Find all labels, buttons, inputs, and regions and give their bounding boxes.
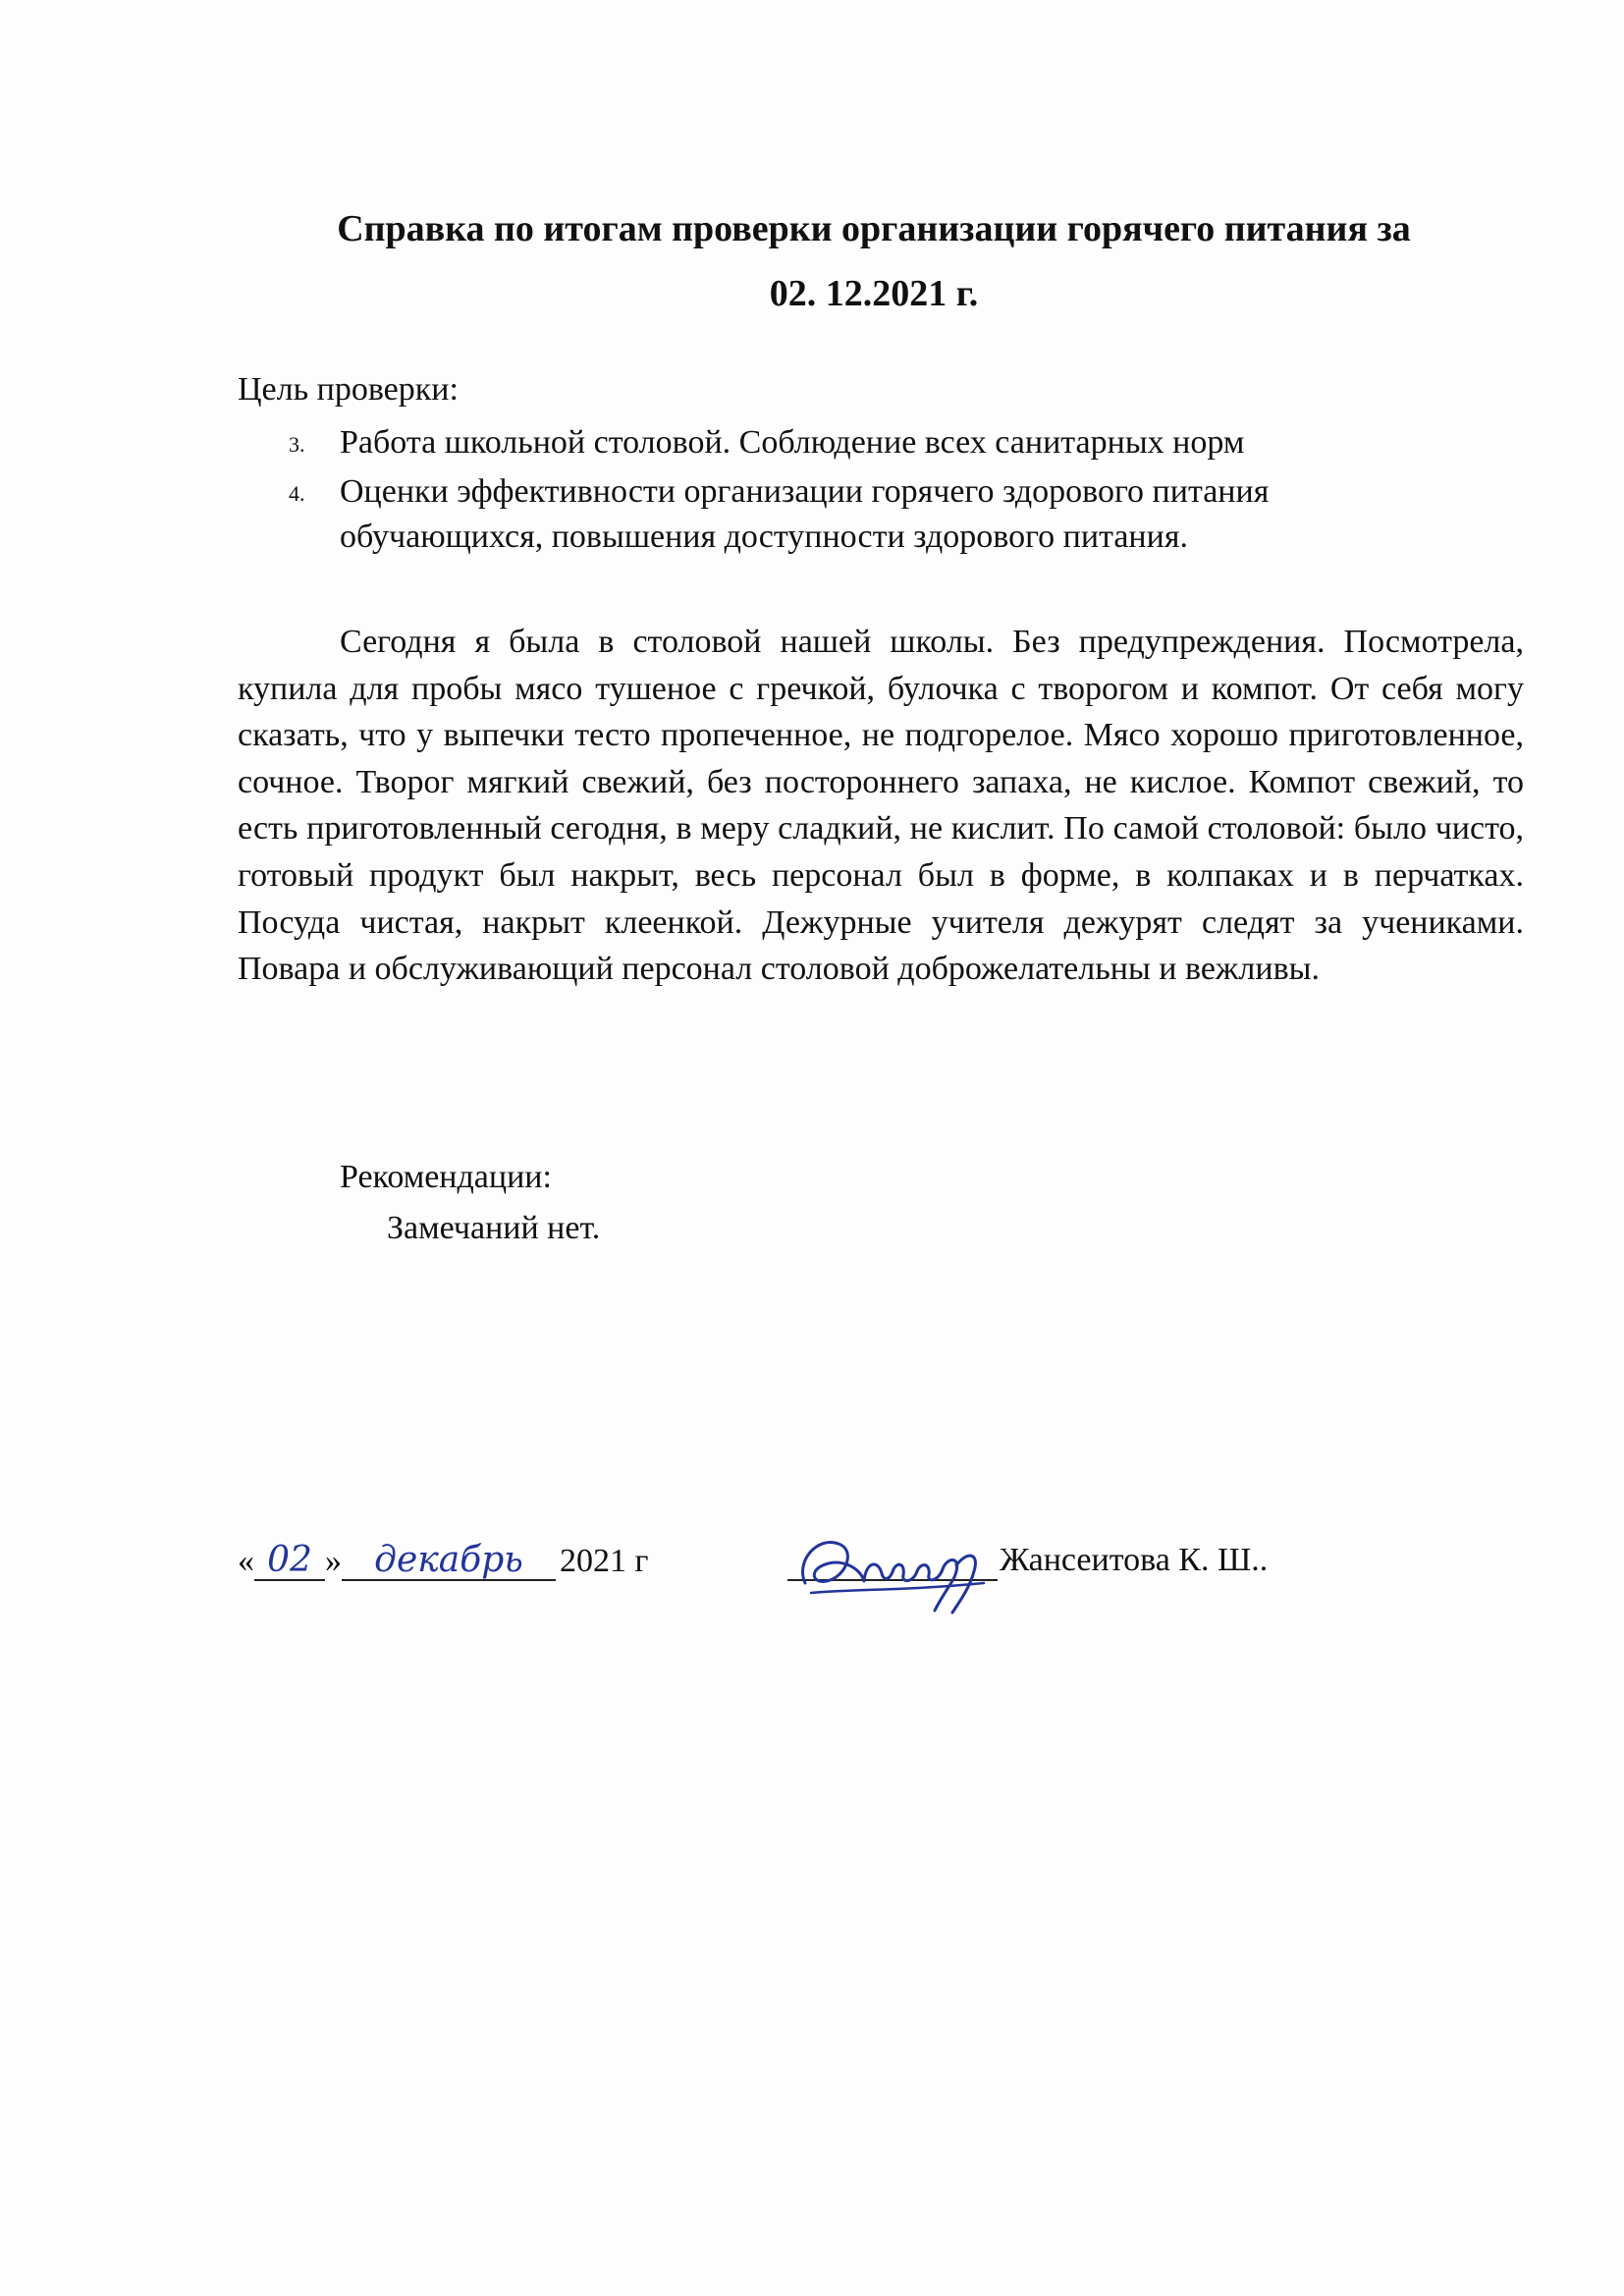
recommendations-label: Рекомендации: — [340, 1159, 552, 1195]
quote-open: « — [238, 1543, 254, 1579]
signer-name: Жансеитова К. Ш.. — [1000, 1542, 1269, 1578]
goal-item — [289, 469, 1447, 560]
goal-label: Цель проверки: — [238, 371, 459, 408]
goal-number: 3. — [289, 432, 305, 457]
signature-block — [787, 1522, 1553, 1640]
date-year: 2021 г — [560, 1543, 649, 1579]
handwritten-month: декабрь — [342, 1542, 556, 1581]
title-line-2: 02. 12.2021 г. — [769, 273, 979, 314]
goal-text: Работа школьной столовой. Соблюдение всех санитарных норм — [340, 424, 1245, 461]
body-paragraph: Сегодня я была в столовой нашей школы. Без предупреждения. Посмотрела, купила для пробы мясо тушеное с гречкой, булочка с творогом и компот. От себя могу сказать, что у выпечки тесто пропеченное, не подгорелое. Мясо хорошо приготовленное, сочное. Творог мягкий свежий, без постороннего запаха, не кислое. Компот свежий, то есть приготовленный сегодня, в меру сладкий, не кислит. По самой столовой: было чисто, готовый продукт был накрыт, весь персонал был в форме, в колпаках и в перчатках. Посуда чистая, накрыт клеенкой. Дежурные учителя дежурят следят за учениками. Повара и обслуживающий персонал столовой доброжелательны и вежливы. — [238, 624, 1524, 988]
quote-close: » — [325, 1543, 342, 1579]
goal-list — [289, 420, 1447, 564]
handwritten-signature — [787, 1522, 1003, 1640]
signature-row — [238, 1522, 1612, 1640]
title-line-1: Справка по итогам проверки организации горячего питания за — [337, 208, 1411, 249]
goal-number: 4. — [289, 481, 305, 506]
goal-item — [289, 420, 1447, 465]
handwritten-day: 02 — [254, 1542, 325, 1581]
document-title — [236, 196, 1512, 326]
recommendations-text: Замечаний нет. — [387, 1210, 601, 1246]
date-block — [238, 1542, 648, 1581]
goal-text: Оценки эффективности организации горячего здорового питания обучающихся, повышения доступности здорового питания. — [340, 473, 1270, 555]
